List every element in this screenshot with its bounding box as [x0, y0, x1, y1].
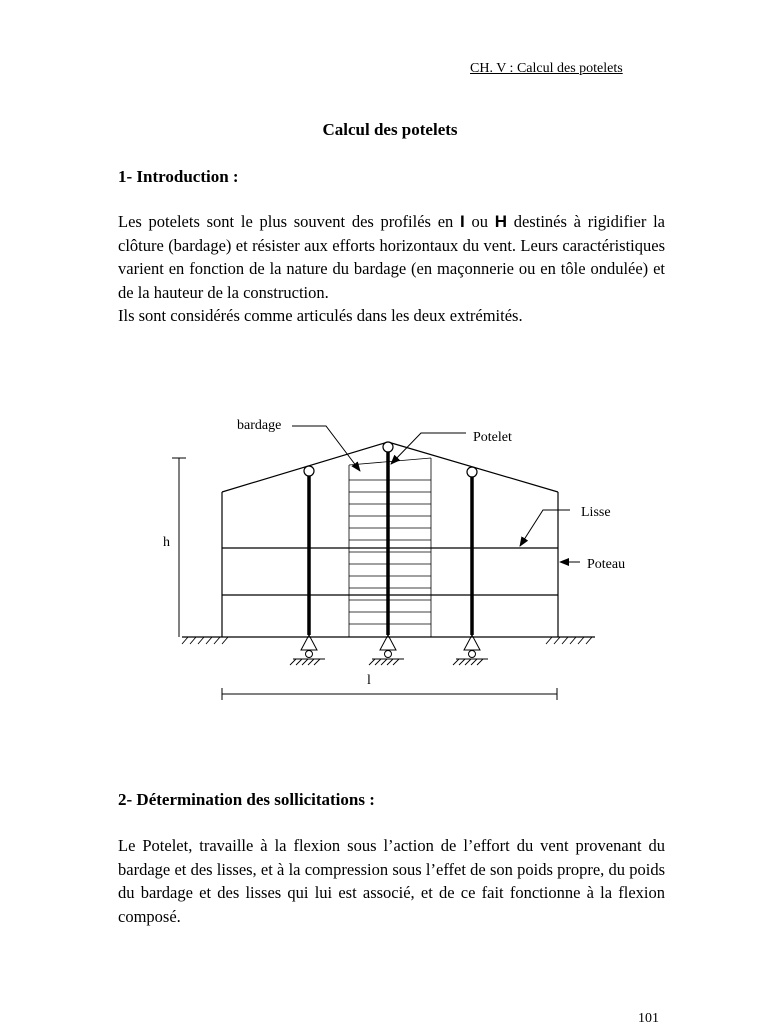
- lisse-leader: [520, 510, 570, 546]
- potelets: [309, 452, 472, 635]
- potelet-label: Potelet: [473, 430, 512, 445]
- chapter-header: CH. V : Calcul des potelets: [470, 61, 623, 76]
- potelet-leader: [391, 433, 466, 464]
- section-heading-introduction: 1- Introduction :: [118, 167, 239, 186]
- profile-h-symbol: H: [494, 212, 507, 231]
- introduction-paragraph: [118, 210, 665, 328]
- height-label: h: [163, 535, 170, 550]
- bardage-leader: [292, 426, 360, 471]
- height-dimension: [172, 458, 186, 637]
- width-dimension: [222, 688, 557, 700]
- frame: [222, 442, 558, 637]
- poteau-label: Poteau: [587, 557, 626, 572]
- profile-i-symbol: I: [460, 212, 465, 231]
- sollicitations-text: Le Potelet, travaille à la flexion sous l’action de l’effort du vent provenant du bardage et des lisses, et à la compression sous l’effet de son poids propre, du poids du bardage et des lisses qui lui est associé, et de ce fait fonctionne à la flexion composé.: [118, 836, 665, 926]
- articulation-text: Ils sont considérés comme articulés dans les deux extrémités.: [118, 306, 523, 325]
- support-hatching: [290, 659, 483, 665]
- intro-text-part-1: Les potelets sont le plus souvent des profilés en: [118, 212, 460, 231]
- bardage-label: bardage: [237, 418, 282, 433]
- page-number: 101: [638, 1011, 659, 1026]
- sollicitations-paragraph: [118, 834, 665, 928]
- intro-text-part-2: ou: [464, 212, 495, 231]
- potelet-supports: [293, 635, 488, 659]
- introduction-text: [118, 210, 665, 304]
- width-label: l: [367, 673, 371, 688]
- page-title: Calcul des potelets: [322, 120, 458, 139]
- potelet-structure-diagram: [0, 400, 768, 715]
- intro-text-part-3: destinés à rigidifier la clôture (bardage) et résister aux efforts horizontaux du vent. Leurs caractéristiques varient en fonction de la nature du bardage (en maçonnerie ou en tôle ondulée) et de la hauteur de la construction.: [118, 212, 665, 302]
- section-heading-sollicitations: 2- Détermination des sollicitations :: [118, 790, 375, 809]
- lisse-label: Lisse: [581, 505, 611, 520]
